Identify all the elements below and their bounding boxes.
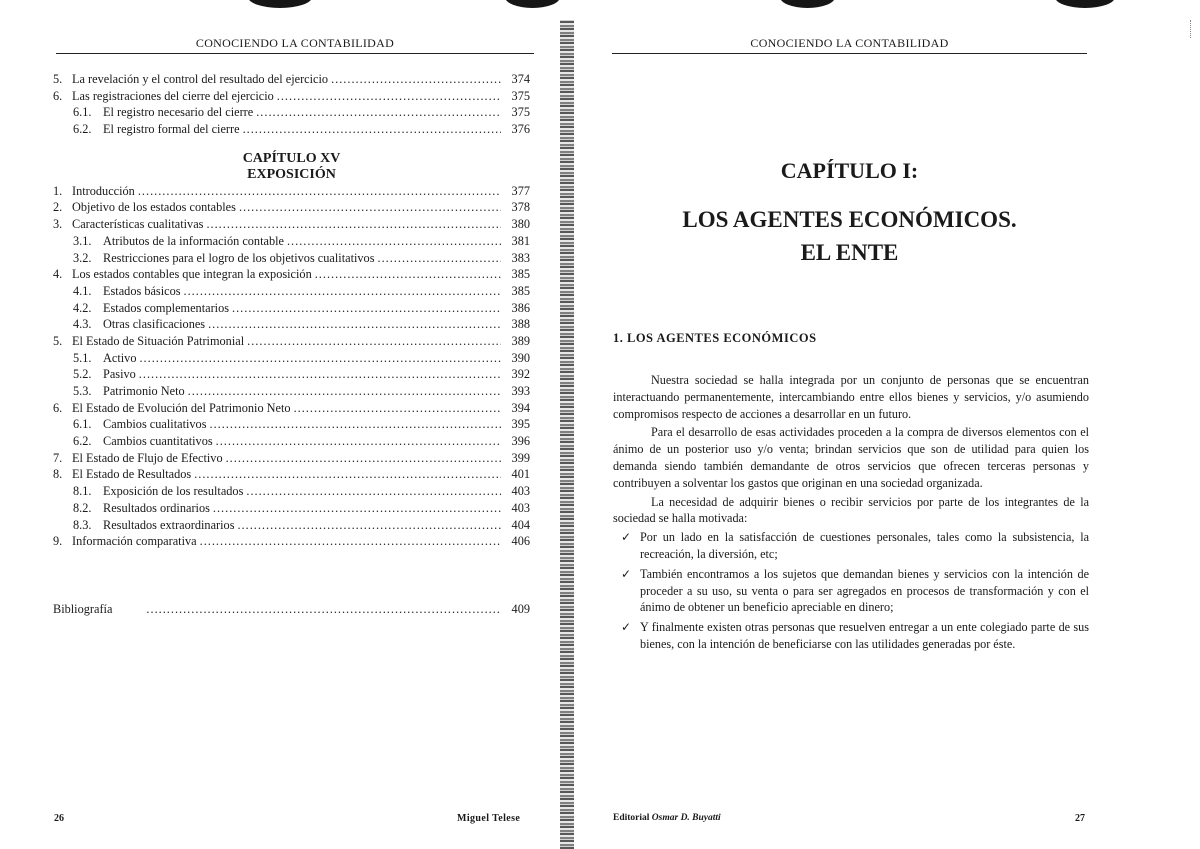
toc-entry-page: 377 [511, 183, 530, 198]
toc-entry [53, 466, 530, 483]
bullet-text: También encontramos a los sujetos que demandan bienes y servicios con la intención de proceder a su uso, su venta o para ser agregados en procesos de transformación y con el ánimo de obtener un beneficio apreciable en dinero; [640, 566, 1089, 615]
leader-dots [256, 104, 501, 121]
left-page-number: 26 [54, 813, 64, 824]
toc-entry-page: 381 [511, 233, 530, 248]
toc-entry-page: 383 [511, 250, 530, 265]
bibliography-page: 409 [511, 602, 530, 616]
toc-chapter-heading [53, 151, 530, 183]
header-rule [612, 53, 1087, 54]
toc-entry-label: Cambios cualitativos [103, 417, 207, 432]
toc-entry-number: 4. [53, 267, 63, 282]
leader-dots [294, 400, 501, 417]
toc-entry-page: 376 [511, 122, 530, 137]
toc-entry [53, 104, 530, 121]
toc-entry [53, 233, 530, 250]
toc-entry-label: Resultados ordinarios [103, 500, 210, 515]
toc-entry-label: Información comparativa [72, 534, 197, 549]
leader-dots [232, 300, 501, 317]
toc-entry-label: Introducción [72, 183, 135, 198]
leader-dots [139, 366, 501, 383]
leader-dots [315, 266, 501, 283]
toc-entry-page: 406 [511, 534, 530, 549]
toc-entry-label: Cambios cuantitativos [103, 434, 213, 449]
toc-entry-label: El Estado de Flujo de Efectivo [72, 450, 223, 465]
toc-entry-label: Resultados extraordinarios [103, 517, 235, 532]
check-icon: ✓ [621, 620, 632, 635]
body-text [613, 372, 1089, 656]
toc-entry [53, 121, 530, 138]
toc-entry-number: 8.3. [73, 517, 92, 532]
right-page-number: 27 [1075, 813, 1085, 824]
toc-entry-label: El Estado de Evolución del Patrimonio Neto [72, 400, 291, 415]
bibliography-entry [53, 601, 530, 618]
publisher-prefix: Editorial [613, 813, 652, 823]
toc-entry [53, 316, 530, 333]
toc-entry-label: La revelación y el control del resultado del ejercicio [72, 72, 329, 86]
toc-entry [53, 366, 530, 383]
toc-entry-number: 6.1. [73, 417, 92, 432]
toc-entry-number: 5.1. [73, 350, 92, 365]
toc-entry [53, 433, 530, 450]
paragraph: Nuestra sociedad se halla integrada por un conjunto de personas que se encuentran interactuando permanentemente, intercambiando entre ellos bienes y servicios, y/o asumiendo compromisos respecto de acciones a desarrollar en un futuro. [613, 373, 1089, 421]
toc-entry-page: 399 [511, 450, 530, 465]
toc-entry-label: Los estados contables que integran la exposición [72, 267, 312, 282]
leader-dots [194, 466, 501, 483]
toc-entry-label: Activo [103, 350, 137, 365]
leader-dots [331, 71, 501, 88]
bullet-item [613, 619, 1089, 653]
toc-entry-page: 394 [511, 400, 530, 415]
toc-entry-label: Estados básicos [103, 283, 181, 298]
toc-entry [53, 216, 530, 233]
publisher-name: Osmar D. Buyatti [651, 813, 721, 823]
leader-dots [210, 416, 502, 433]
toc-entry [53, 533, 530, 550]
leader-dots [378, 250, 502, 267]
toc-entry-number: 6.1. [73, 105, 92, 120]
leader-dots [237, 517, 501, 534]
toc-entry-label: Características cualitativas [72, 217, 204, 232]
toc-entry [53, 517, 530, 534]
toc-entry-number: 7. [53, 450, 63, 465]
toc-entry-label: Otras clasificaciones [103, 317, 206, 332]
toc-entry [53, 383, 530, 400]
toc-entry-page: 403 [511, 484, 530, 499]
book-spine [560, 20, 574, 849]
toc-entry [53, 350, 530, 367]
toc-entry-label: Atributos de la información contable [103, 233, 284, 248]
toc-entry-label: El registro formal del cierre [103, 122, 240, 137]
right-running-head-text: CONOCIENDO LA CONTABILIDAD [750, 36, 949, 50]
toc-entry-number: 4.1. [73, 283, 92, 298]
paragraph: La necesidad de adquirir bienes o recibir servicios por parte de los integrantes de la sociedad se halla motivada: [613, 494, 1089, 526]
toc-entry-number: 3.2. [73, 250, 92, 265]
left-footer-author: Miguel Telese [457, 813, 521, 824]
toc-entry [53, 283, 530, 300]
toc-entry-number: 8.2. [73, 500, 92, 515]
leader-dots [184, 283, 501, 300]
scan-shadow [505, 0, 560, 8]
leader-dots [213, 500, 501, 517]
toc-entry-number: 8.1. [73, 484, 92, 499]
toc-chapter-list [53, 183, 530, 550]
toc-entry-page: 404 [511, 517, 530, 532]
section-title: 1. LOS AGENTES ECONÓMICOS [613, 331, 817, 345]
toc-entry-page: 375 [511, 88, 530, 103]
toc-entry-number: 1. [53, 183, 63, 198]
leader-dots [188, 383, 501, 400]
toc-entry-label: El registro necesario del cierre [103, 105, 254, 120]
chapter-title-line2: EL ENTE [800, 240, 899, 265]
toc-entry-label: Restricciones para el logro de los objetivos cualitativos [103, 250, 375, 265]
toc-entry-page: 385 [511, 267, 530, 282]
toc-entry [53, 266, 530, 283]
toc-chapter-label: CAPÍTULO XV [242, 150, 341, 166]
bullet-item [613, 566, 1089, 616]
toc-entry-page: 388 [511, 317, 530, 332]
toc-entry-number: 3.1. [73, 233, 92, 248]
table-of-contents [53, 71, 530, 550]
right-footer-publisher [613, 813, 721, 823]
right-running-head [612, 36, 1087, 51]
toc-entry [53, 300, 530, 317]
leader-dots [200, 533, 501, 550]
toc-entry-page: 396 [511, 434, 530, 449]
toc-entry [53, 416, 530, 433]
toc-entry-page: 390 [511, 350, 530, 365]
chapter-title [612, 203, 1087, 269]
toc-entry [53, 199, 530, 216]
toc-entry-number: 5.2. [73, 367, 92, 382]
leader-dots [216, 433, 501, 450]
toc-entry-page: 375 [511, 105, 530, 120]
toc-entry [53, 450, 530, 467]
toc-entry-label: El Estado de Resultados [72, 467, 192, 482]
bullet-text: Y finalmente existen otras personas que resuelven entregar a un ente colegiado parte de sus bienes, con la intención de beneficiarse con las utilidades generadas por éste. [640, 620, 1089, 651]
header-rule [56, 53, 534, 54]
leader-dots [239, 199, 501, 216]
toc-chapter-title: EXPOSICIÓN [247, 166, 336, 182]
left-running-head-text: CONOCIENDO LA CONTABILIDAD [195, 36, 395, 50]
chapter-title-line1: LOS AGENTES ECONÓMICOS. [682, 207, 1017, 232]
paragraph: Para el desarrollo de esas actividades proceden a la compra de diversos elementos con el ánimo de un posterior uso y/o venta; brindan servicios que son de utilidad para quien los demanda siendo también demandante de otros servicios que ofrecen terceras personas y contribuyen a solventar los gastos que originan en una sociedad organizada. [613, 425, 1089, 490]
toc-entry-label: El Estado de Situación Patrimonial [72, 333, 245, 348]
toc-entry-page: 393 [511, 384, 530, 398]
toc-entry-number: 5. [53, 333, 63, 348]
left-running-head [56, 36, 534, 51]
toc-entry [53, 71, 530, 88]
check-icon: ✓ [621, 566, 632, 581]
leader-dots [206, 216, 501, 233]
scan-shadow [1055, 0, 1115, 8]
leader-dots [277, 88, 501, 105]
leader-dots [247, 333, 501, 350]
toc-entry-number: 2. [53, 200, 63, 215]
toc-entry-page: 385 [511, 283, 530, 298]
bullet-text: Por un lado en la satisfacción de cuestiones personales, tales como la subsistencia, la recreación, la diversión, etc; [640, 530, 1089, 561]
toc-entry-page: 389 [511, 333, 530, 348]
leader-dots [208, 316, 501, 333]
toc-entry-number: 6. [53, 400, 63, 415]
leader-dots [287, 233, 501, 250]
scan-shadow [248, 0, 312, 8]
toc-entry-label: Estados complementarios [103, 300, 230, 315]
toc-entry-page: 378 [511, 200, 530, 215]
bibliography-label: Bibliografía [53, 602, 113, 616]
toc-entry-number: 6.2. [73, 434, 92, 449]
toc-entry-page: 401 [511, 467, 530, 482]
toc-entry-number: 4.2. [73, 300, 92, 315]
toc-entry-page: 392 [511, 367, 530, 382]
toc-entry-number: 3. [53, 217, 63, 232]
toc-entry-label: Pasivo [103, 367, 136, 382]
toc-entry [53, 400, 530, 417]
leader-dots [226, 450, 501, 467]
toc-entry-number: 5. [53, 72, 63, 86]
toc-entry-number: 9. [53, 534, 63, 549]
toc-entry-label: Las registraciones del cierre del ejercicio [72, 88, 274, 103]
toc-entry-number: 8. [53, 467, 63, 482]
toc-entry-page: 403 [511, 500, 530, 515]
bullet-item [613, 529, 1089, 563]
scan-shadow [780, 0, 835, 8]
leader-dots [138, 183, 501, 200]
check-icon: ✓ [621, 530, 632, 545]
toc-entry-number: 6. [53, 88, 63, 103]
toc-entry [53, 500, 530, 517]
toc-entry-page: 380 [511, 217, 530, 232]
bullet-list [613, 529, 1089, 653]
toc-entry [53, 183, 530, 200]
toc-entry [53, 333, 530, 350]
toc-entry-page: 386 [511, 300, 530, 315]
toc-entry-label: Exposición de los resultados [103, 484, 244, 499]
leader-dots [243, 121, 501, 138]
toc-entry-label: Objetivo de los estados contables [72, 200, 236, 215]
toc-entry [53, 88, 530, 105]
leader-dots [246, 483, 501, 500]
toc-entry-page: 374 [511, 72, 530, 86]
leader-dots [139, 350, 501, 367]
toc-entry-number: 4.3. [73, 317, 92, 332]
toc-entry-number: 6.2. [73, 122, 92, 137]
toc-entry-label: Patrimonio Neto [103, 384, 185, 398]
page-edge [1190, 20, 1194, 38]
toc-entry-page: 395 [511, 417, 530, 432]
toc-top-list [53, 71, 530, 138]
leader-dots [146, 601, 501, 618]
chapter-label: CAPÍTULO I: [780, 158, 919, 183]
toc-entry [53, 483, 530, 500]
toc-entry [53, 250, 530, 267]
toc-entry-number: 5.3. [73, 384, 92, 398]
